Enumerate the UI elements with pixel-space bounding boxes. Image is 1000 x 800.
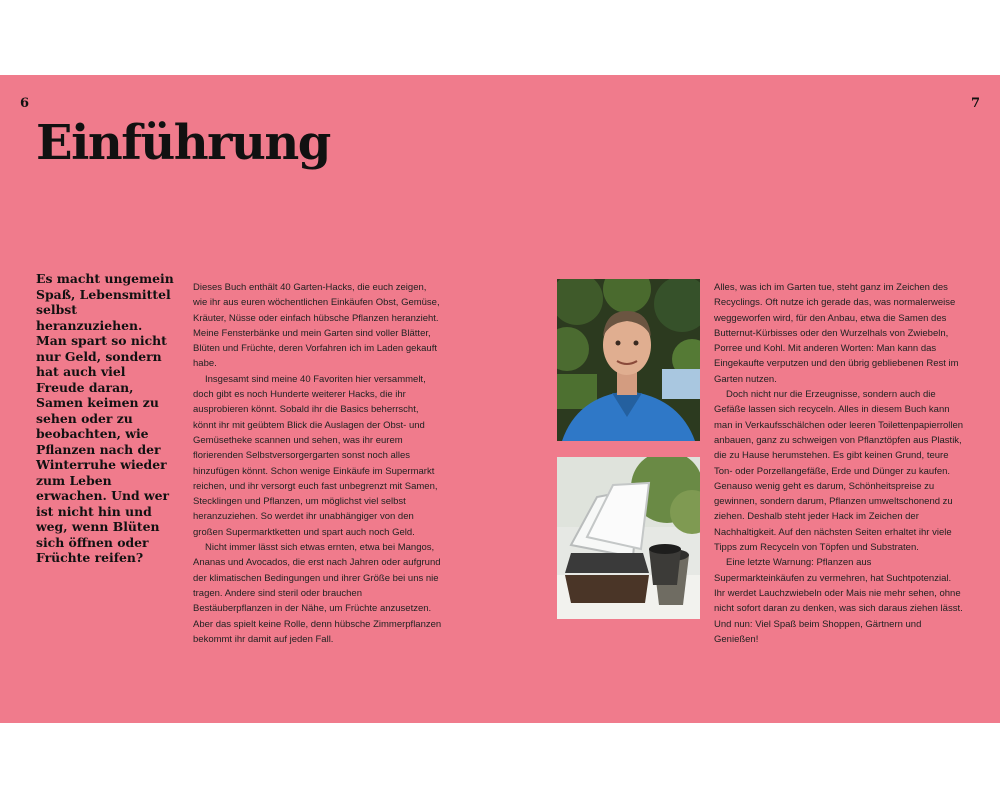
paragraph: Doch nicht nur die Erzeugnisse, sondern auch die Gefäße lassen sich recyceln. Alles in diesem Buch kann man in Verkaufsschälchen oder leeren Toilettenpapierrollen anbauen, ganz zu schweigen von Pflanztöpfen aus Plastik, die zu Hause herumstehen. Es gibt keinen Grund, teure Ton- oder Porzellangefäße, Erde und Dünger zu kaufen. Genauso wenig geht es darum, Schönheitspreise zu gewinnen, sondern darum, Pflanzen umweltschonend zu ziehen. Deshalb steht jeder Hack im Zeichen der Nachhaltigkeit. Auf den nächsten Seiten erhaltet ihr viele Tipps zum Recyceln von Töpfen und Substraten.: [714, 389, 964, 554]
body-column-left: [193, 280, 443, 647]
paragraph: Dieses Buch enthält 40 Garten-Hacks, die euch zeigen, wie ihr aus euren wöchentlichen Einkäufen Obst, Gemüse, Kräuter, Nüsse oder einfach hübsche Pflanzen heranzieht. Meine Fensterbänke und mein Garten sind voller Blätter, Blüten und Früchte, deren Vorfahren ich im Laden gekauft habe.: [193, 282, 440, 370]
lead-paragraph: Es macht ungemein Spaß, Lebensmittel selbst heranzuziehen. Man spart so nicht nur Geld, sondern hat auch viel Freude daran, Samen keimen zu sehen oder zu beobachten, wie Pflanzen nach der Winterruhe wieder zum Leben erwachen. Und wer ist nicht hin und weg, wenn Blüten sich öffnen oder Früchte reifen?: [36, 271, 174, 565]
book-spread: [0, 75, 1000, 723]
page-number-right: 7: [970, 96, 980, 111]
body-column-right: [714, 280, 964, 647]
page-title: Einführung: [36, 115, 330, 171]
paragraph: Insgesamt sind meine 40 Favoriten hier versammelt, doch gibt es noch Hunderte weiterer Hacks, die ihr ausprobieren könnt. Sobald ihr die Basics beherrscht, könnt ihr mit geübtem Blick die Auslagen der Obst- und Gemüsetheke scannen und sehen, was ihr eurem florierenden Selbstversorgergarten sonst noch alles hinzufügen könnt. Schon wenige Einkäufe im Supermarkt reichen, und ihr versorgt euch fast unbegrenzt mit Samen, Stecklingen und Pflanzen, um möglichst viel selbst heranzuziehen. So werdet ihr unabhängiger von den großen Supermarktketten und spart auch noch Geld.: [193, 373, 438, 538]
portrait-photo: [557, 279, 700, 441]
paragraph: Eine letzte Warnung: Pflanzen aus Supermarkteinkäufen zu vermehren, hat Suchtpotenzial. Ihr werdet Lauchzwiebeln oder Mais nie mehr sehen, ohne nicht sofort daran zu denken, was sich daraus ziehen lässt. Und nun: Viel Spaß beim Shoppen, Gärtnern und Genießen!: [714, 557, 963, 645]
paragraph: Alles, was ich im Garten tue, steht ganz im Zeichen des Recyclings. Oft nutze ich gerade das, was normalerweise weggeworfen wird, für den Anbau, etwa die Samen des Butternut-Kürbisses oder den Wurzelhals von Zwiebeln, Porree und Kohl. Mit anderen Worten: Man kann das Eingekaufte verputzen und den übrig gebliebenen Rest im Garten nutzen.: [714, 282, 959, 385]
page-number-left: 6: [20, 96, 30, 111]
paragraph: Nicht immer lässt sich etwas ernten, etwa bei Mangos, Ananas und Avocados, die erst nach Jahren oder aufgrund der klimatischen Bedingungen und ihrer Größe bei uns nie tragen. Andere sind steril oder brauchen Bestäuberpflanzen in der Nähe, um Früchte anzusetzen. Aber das spielt keine Rolle, denn hübsche Zimmerpflanzen bekommt ihr damit auf jeden Fall.: [193, 542, 442, 645]
plastic-containers-photo: [557, 457, 700, 619]
